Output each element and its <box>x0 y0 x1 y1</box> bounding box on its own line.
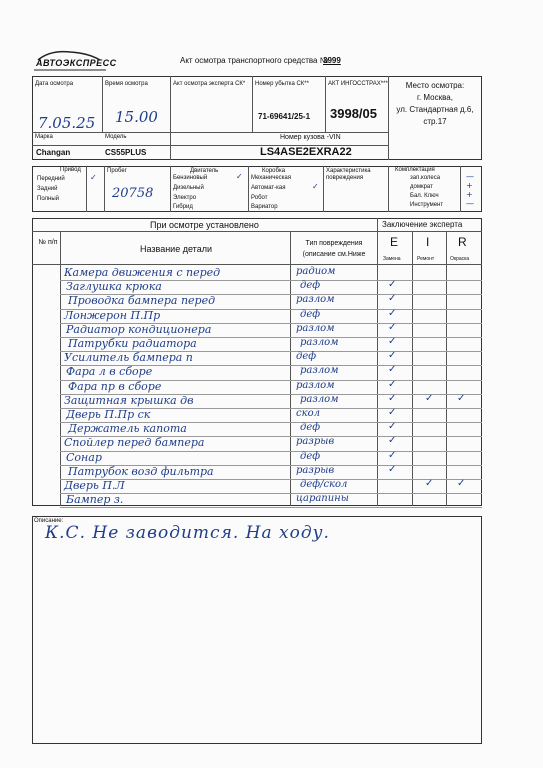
engine-label: Двигатель <box>190 168 219 174</box>
row-replace-check: ✓ <box>388 379 397 390</box>
row-damage-type: разлом <box>300 337 339 348</box>
kit-mark-4: — <box>466 199 474 208</box>
row-replace-check: ✓ <box>388 393 397 404</box>
row-part-name: Камера движения с перед <box>64 266 221 279</box>
mileage-value: 20758 <box>112 186 154 201</box>
row-paint-check: ✓ <box>457 478 466 489</box>
vin-value: LS4ASE2EXRA22 <box>260 146 352 158</box>
date-label: Дата осмотра <box>35 81 74 87</box>
form-title: Акт осмотра транспортного средства № <box>180 56 329 65</box>
kit-label: Комплектация <box>395 167 435 173</box>
time-value: 15.00 <box>115 108 158 126</box>
form-number: 3999 <box>323 56 341 65</box>
row-damage-type: разрыв <box>296 436 335 447</box>
col-r-sub: Окраска <box>450 256 470 262</box>
gearbox-manual: Механическая <box>251 175 292 181</box>
row-damage-type: деф <box>300 309 321 320</box>
model-value: CS55PLUS <box>105 148 147 157</box>
col-e-sub: Замена <box>383 256 401 262</box>
engine-petrol-check: ✓ <box>236 172 243 181</box>
col-i-header: I <box>426 235 430 249</box>
row-replace-check: ✓ <box>388 350 397 361</box>
row-part-name: Дверь П.Л <box>64 479 125 492</box>
engine-diesel: Дизельный <box>173 185 204 191</box>
gearbox-robot: Робот <box>251 195 268 201</box>
row-repair-check: ✓ <box>425 478 434 489</box>
row-paint-check: ✓ <box>457 393 466 404</box>
kit-wheel-wrench: Бал. Ключ <box>410 193 439 199</box>
gearbox-auto-check: ✓ <box>312 182 319 191</box>
place-line-3: стр.17 <box>423 117 447 126</box>
model-label: Модель <box>105 134 127 140</box>
kit-jack: домкрат <box>410 184 433 190</box>
row-damage-type: деф <box>300 451 321 462</box>
row-part-name: Патрубок возд фильтра <box>68 465 214 478</box>
date-value: 7.05.25 <box>38 114 96 132</box>
engine-petrol: Бензиновый <box>173 175 208 181</box>
notes-label: Описание: <box>34 518 64 524</box>
make-value: Changan <box>36 148 71 157</box>
row-part-name: Держатель капота <box>68 422 187 435</box>
col-i-sub: Ремонт <box>417 256 435 262</box>
row-damage-type: разлом <box>296 380 335 391</box>
row-part-name: Проводка бампера перед <box>68 294 216 307</box>
drive-rear: Задний <box>37 186 58 192</box>
row-part-name: Фара пр в сборе <box>68 380 162 393</box>
drive-label: Привод <box>60 167 81 173</box>
engine-electric: Электро <box>173 195 197 201</box>
row-replace-check: ✓ <box>388 308 397 319</box>
time-label: Время осмотра <box>105 81 148 87</box>
loss-number-label: Номер убытка СК** <box>255 81 309 87</box>
notes-box <box>32 516 482 744</box>
brand-logo <box>30 50 117 72</box>
damage-characteristic-label: Характеристика повреждения <box>326 168 371 181</box>
kit-tools: Инструмент <box>410 202 444 208</box>
row-replace-check: ✓ <box>388 322 397 333</box>
row-replace-check: ✓ <box>388 293 397 304</box>
row-part-name: Сонар <box>66 451 102 464</box>
row-replace-check: ✓ <box>388 435 397 446</box>
row-part-name: Лонжерон П.Пр <box>64 309 161 322</box>
drive-front-check: ✓ <box>90 173 97 182</box>
row-damage-type: разлом <box>300 365 339 376</box>
row-part-name: Усилитель бампера п <box>64 351 193 364</box>
row-part-name: Заглушка крюка <box>66 280 162 293</box>
mileage-label: Пробег <box>107 168 127 174</box>
row-replace-check: ✓ <box>388 279 397 290</box>
col-number-header: № п/п <box>38 239 58 246</box>
drive-full: Полный <box>37 196 59 202</box>
drive-front: Передний <box>37 176 65 182</box>
row-damage-type: разрыв <box>296 465 335 476</box>
row-damage-type: разлом <box>296 323 335 334</box>
col-r-header: R <box>458 235 467 249</box>
row-damage-type: деф/скол <box>300 479 348 490</box>
row-part-name: Патрубки радиатора <box>68 337 197 350</box>
inspection-place <box>390 80 480 128</box>
vin-label: Номер кузова -VIN <box>280 134 341 141</box>
place-line-2: ул. Стандартная д.6, <box>396 105 474 114</box>
brand-name: АВТОЭКСПРЕСС <box>36 58 117 68</box>
row-damage-type: радиом <box>296 266 336 277</box>
gearbox-cvt: Вариатор <box>251 204 278 210</box>
col-type-header: Тип повреждения (описание см.Ниже <box>302 240 366 258</box>
row-damage-type: деф <box>300 422 321 433</box>
row-replace-check: ✓ <box>388 421 397 432</box>
ingos-act-value: 3998/05 <box>330 106 377 121</box>
kit-spare-wheel: зап.колеса <box>410 175 441 181</box>
row-damage-type: разлом <box>300 394 339 405</box>
gearbox-label: Коробка <box>262 168 286 174</box>
place-line-1: г. Москва, <box>417 93 453 102</box>
engine-hybrid: Гибрид <box>173 204 193 210</box>
row-damage-type: скол <box>296 408 320 419</box>
row-part-name: Защитная крышка дв <box>64 394 194 407</box>
place-label: Место осмотра: <box>405 81 465 90</box>
row-part-name: Дверь П.Пр ск <box>66 408 151 421</box>
kit-mark-3: + <box>466 190 473 199</box>
col-name-header: Название детали <box>140 244 212 254</box>
loss-number-value: 71-69641/25-1 <box>258 112 311 121</box>
row-damage-type: деф <box>296 351 317 362</box>
row-repair-check: ✓ <box>425 393 434 404</box>
notes-text: К.С. Не заводится. На ходу. <box>45 523 330 543</box>
expert-act-label: Акт осмотра эксперта СК* <box>173 81 246 87</box>
row-replace-check: ✓ <box>388 450 397 461</box>
make-label: Марка <box>35 134 53 140</box>
row-part-name: Спойлер перед бампера <box>64 436 205 449</box>
row-damage-type: царапины <box>296 493 349 504</box>
col-e-header: E <box>390 235 399 249</box>
row-damage-type: деф <box>300 280 321 291</box>
row-replace-check: ✓ <box>388 464 397 475</box>
row-replace-check: ✓ <box>388 336 397 347</box>
row-part-name: Бампер з. <box>66 493 124 506</box>
gearbox-auto: Автомат-кая <box>251 185 286 191</box>
row-part-name: Фара л в сборе <box>66 365 153 378</box>
row-part-name: Радиатор кондиционера <box>66 323 212 336</box>
row-damage-type: разлом <box>296 294 335 305</box>
kit-mark-1: — <box>466 172 474 181</box>
kit-mark-2: + <box>466 181 473 190</box>
row-replace-check: ✓ <box>388 407 397 418</box>
expert-conclusion-title: Заключение эксперта <box>382 220 463 229</box>
ingos-act-label: АКТ ИНГОССТРАХ*** <box>328 81 388 87</box>
table-section-title: При осмотре установлено <box>150 220 259 230</box>
row-replace-check: ✓ <box>388 364 397 375</box>
